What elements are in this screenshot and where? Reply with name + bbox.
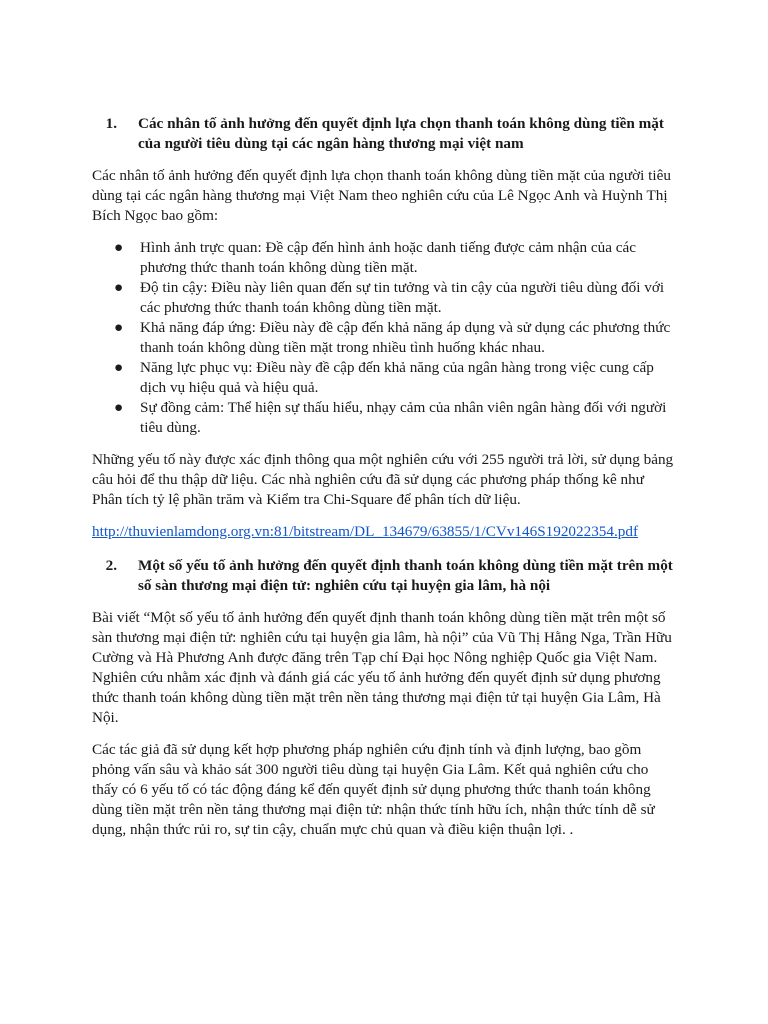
list-item (92, 398, 677, 438)
bullet-icon: ● (114, 279, 124, 296)
list-item (92, 358, 677, 398)
bullet-icon: ● (114, 319, 124, 336)
section-1-number: 1. (105, 115, 117, 132)
section-2-paragraph-2: Các tác giả đã sử dụng kết hợp phương pháp nghiên cứu định tính và định lượng, bao gồm phỏng vấn sâu và khảo sát 300 người tiêu dùng tại huyện Gia Lâm. Kết quả nghiên cứu cho thấy có 6 yếu tố có tác động đáng kể đến quyết định sử dụng phương thức thanh toán không dùng tiền mặt trên nền tảng thương mại điện tử: nhận thức tính hữu ích, nhận thức tính dễ sử dụng, nhận thức rủi ro, sự tin cậy, chuẩn mực chủ quan và điều kiện thuận lợi. . (92, 741, 655, 838)
section-2-title: Một số yếu tố ảnh hưởng đến quyết định thanh toán không dùng tiền mặt trên một số sàn thương mại điện tử: nghiên cứu tại huyện gia lâm, hà nội (138, 557, 673, 594)
list-item (92, 278, 677, 318)
list-item-text: Khả năng đáp ứng: Điều này đề cập đến khả năng áp dụng và sử dụng các phương thức thanh toán không dùng tiền mặt trong nhiều tình huống khác nhau. (140, 319, 671, 356)
list-item-text: Năng lực phục vụ: Điều này đề cập đến khả năng của ngân hàng trong việc cung cấp dịch vụ hiệu quả và hiệu quả. (140, 359, 654, 396)
list-item (92, 318, 677, 358)
list-item-text: Hình ảnh trực quan: Đề cập đến hình ảnh hoặc danh tiếng được cảm nhận của các phương thức thanh toán không dùng tiền mặt. (140, 239, 636, 276)
bullet-icon: ● (114, 239, 124, 256)
source-link-paragraph (92, 522, 677, 542)
section-2-number: 2. (105, 557, 117, 574)
section-1-intro: Các nhân tố ảnh hưởng đến quyết định lựa chọn thanh toán không dùng tiền mặt của người tiêu dùng tại các ngân hàng thương mại Việt Nam theo nghiên cứu của Lê Ngọc Anh và Huỳnh Thị Bích Ngọc bao gồm: (92, 167, 671, 224)
bullet-icon: ● (114, 359, 124, 376)
section-2-paragraph-1: Bài viết “Một số yếu tố ảnh hưởng đến quyết định thanh toán không dùng tiền mặt trên một số sàn thương mại điện tử: nghiên cứu tại huyện gia lâm, hà nội” của Vũ Thị Hằng Nga, Trần Hữu Cường và Hà Phương Anh được đăng trên Tạp chí Đại học Nông nghiệp Quốc gia Việt Nam. Nghiên cứu nhằm xác định và đánh giá các yếu tố ảnh hưởng đến quyết định sử dụng phương thức thanh toán không dùng tiền mặt trên nền tảng thương mại điện tử tại huyện Gia Lâm, Hà Nội. (92, 609, 672, 726)
list-item-text: Độ tin cậy: Điều này liên quan đến sự tin tưởng và tin cậy của người tiêu dùng đối với các phương thức thanh toán không dùng tiền mặt. (140, 279, 665, 316)
bullet-icon: ● (114, 399, 124, 416)
document-content (92, 114, 677, 852)
source-link[interactable]: http://thuvienlamdong.org.vn:81/bitstream/DL_134679/63855/1/CVv146S192022354.pdf (92, 523, 639, 540)
section-2-heading (92, 556, 677, 596)
section-1-title: Các nhân tố ảnh hưởng đến quyết định lựa chọn thanh toán không dùng tiền mặt của người tiêu dùng tại các ngân hàng thương mại việt nam (138, 115, 664, 152)
list-item (92, 238, 677, 278)
section-1-conclusion: Những yếu tố này được xác định thông qua một nghiên cứu với 255 người trả lời, sử dụng bảng câu hỏi để thu thập dữ liệu. Các nhà nghiên cứu đã sử dụng các phương pháp thống kê như Phân tích tỷ lệ phần trăm và Kiểm tra Chi-Square để phân tích dữ liệu. (92, 451, 674, 508)
section-1-heading (92, 114, 677, 154)
list-item-text: Sự đồng cảm: Thể hiện sự thấu hiểu, nhạy cảm của nhân viên ngân hàng đối với người tiêu dùng. (140, 399, 667, 436)
factor-list (92, 238, 677, 438)
